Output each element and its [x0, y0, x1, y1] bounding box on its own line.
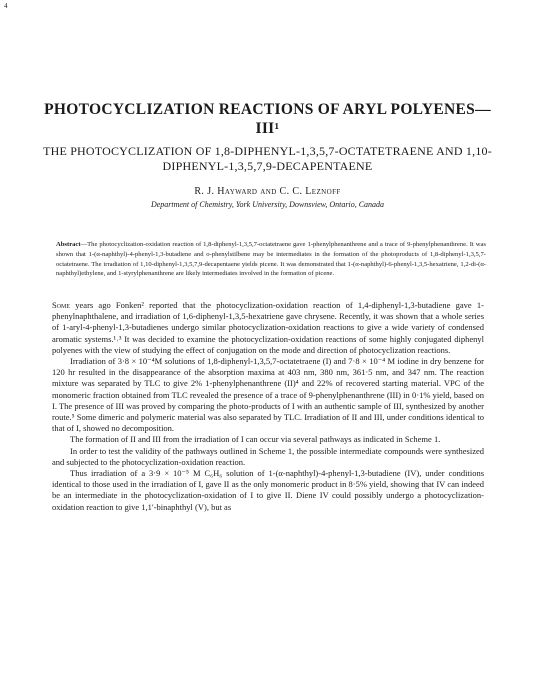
abstract-label: Abstract — [56, 241, 81, 248]
paragraph-3: The formation of II and III from the irradiation of I can occur via several pathways as indicated in Scheme 1. — [70, 434, 441, 445]
paragraph-1-text: years ago Fonken² reported that the photocyclization-oxidation reaction of 1,4-diphenyl-1,3-butadiene gave 1-phenylnaphthalene, and irradiation of 1,6-diphenyl-1,3,5-hexatriene gave chrysene. Recently, it was shown that a whole series of 1-aryl-4-phenyl-1,3-butadienes undergo similar photocyclization-oxidation reactions to give a wide variety of condensed aromatic systems.¹˒³ It was decided to examine the photocyclization-oxidation reactions of some highly conjugated diphenyl polyenes with the view of studying the effect of conjugation on the mode and direction of photocyclization reactions. — [52, 300, 484, 355]
affiliation: Department of Chemistry, York University, Downsview, Ontario, Canada — [150, 200, 385, 209]
page-corner-mark: 4 — [4, 2, 8, 10]
paragraph-1-lead: Some — [52, 300, 71, 310]
paragraph-5: Thus irradiation of a 3·9 × 10⁻⁵ M C₆H₆ solution of 1-(α-naphthyl)-4-phenyl-1,3-butadiene (IV), under conditions identical to those used in the irradiation of I, gave II as the only monomeric product in 8·5% yield, showing that IV can indeed be an intermediate in the photocyclization-oxidation of I to give II. Diene IV could possibly undergo a photocyclization-oxidation reaction to give 1,1′-binaphthyl (V), but as — [52, 468, 484, 512]
authors: R. J. Hayward and C. C. Leznoff — [194, 186, 341, 197]
body-text — [52, 300, 484, 513]
title-block — [40, 100, 495, 209]
paragraph-4: In order to test the validity of the pathways outlined in Scheme 1, the possible intermediate compounds were synthesized and subjected to the photocyclization-oxidation reaction. — [52, 445, 484, 467]
abstract-text: —The photocyclization-oxidation reaction of 1,8-diphenyl-1,3,5,7-octatetraene gave 1-phenylphenanthrene and a trace of 9-phenylphenanthrene. It was shown that 1-(α-naphthyl)-4-phenyl-1,3-butadiene and o-phenylstilbene may be intermediates in the formation of the photoproducts of 1,8-diphenyl-1,3,5,7-octatetraene. The irradiation of 1,10-diphenyl-1,3,5,7,9-decapentaene yields picene. It was demonstrated that 1-(α-naphthyl)-6-phenyl-1,3,5-hexatriene, 1,2-di-(α-naphthyl)ethylene, and 1-styrylphenanthrene are likely intermediates involved in the formation of picene. — [56, 241, 486, 278]
paragraph-1 — [52, 300, 484, 356]
abstract — [56, 240, 486, 279]
paper-title: PHOTOCYCLIZATION REACTIONS OF ARYL POLYENES—III¹ — [44, 101, 491, 137]
paragraph-2: Irradiation of 3·8 × 10⁻⁴M solutions of 1,8-diphenyl-1,3,5,7-octatetraene (I) and 7·8 × 10⁻⁴ M iodine in dry benzene for 120 hr resulted in the disappearance of the absorption maxima at 403 nm, 380 nm, 361·5 nm, and 347 nm. The reaction mixture was separated by TLC to give 2% 1-phenylphenanthrene (II)⁴ and 22% of recovered starting material. VPC of the monomeric fraction obtained from TLC revealed the presence of a trace of 9-phenylphenanthrene (III) in 0·1% yield, based on I. The presence of III was proved by comparing the photo-products of I with an authentic sample of III, synthesized by another route.⁵ Some dimeric and polymeric material was also separated by TLC. Irradiation of II and III, under conditions identical to that of I, showed no decomposition. — [52, 356, 484, 434]
paper-subtitle: THE PHOTOCYCLIZATION OF 1,8-DIPHENYL-1,3,5,7-OCTATETRAENE AND 1,10-DIPHENYL-1,3,5,7,9-DECAPENTAENE — [43, 144, 492, 173]
